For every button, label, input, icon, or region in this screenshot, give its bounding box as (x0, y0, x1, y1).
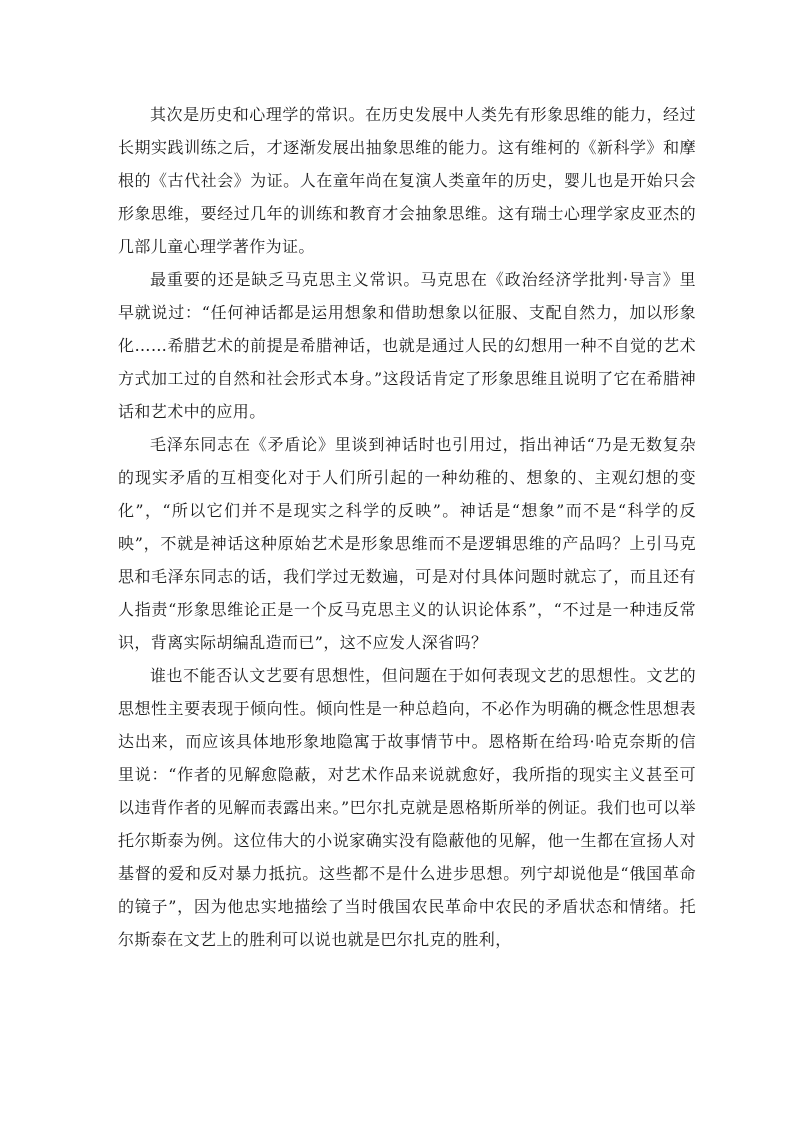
paragraph-history-psychology: 其次是历史和心理学的常识。在历史发展中人类先有形象思维的能力，经过长期实践训练之后，才逐渐发展出抽象思维的能力。这有维柯的《新科学》和摩根的《古代社会》为证。人在童年尚在复演人类童年的历史，婴儿也是开始只会形象思维，要经过几年的训练和教育才会抽象思维。这有瑞士心理学家皮亚杰的几部儿童心理学著作为证。 (118, 105, 696, 256)
paragraph-marxism: 最重要的还是缺乏马克思主义常识。马克思在《政治经济学批判·导言》里早就说过：“任何神话都是运用想象和借助想象以征服、支配自然力，加以形象化……希腊艺术的前提是希腊神话，也就是通过人民的幻想用一种不自觉的艺术方式加工过的自然和社会形式本身。”这段话肯定了形象思维且说明了它在希腊神话和艺术中的应用。 (118, 270, 696, 421)
paragraph-mao-myth: 毛泽东同志在《矛盾论》里谈到神话时也引用过，指出神话“乃是无数复杂的现实矛盾的互相变化对于人们所引起的一种幼稚的、想象的、主观幻想的变化”，“所以它们并不是现实之科学的反映”。神话是“想象”而不是“科学的反映”，不就是神话这种原始艺术是形象思维而不是逻辑思维的产品吗？上引马克思和毛泽东同志的话，我们学过无数遍，可是对付具体问题时就忘了，而且还有人指责“形象思维论正是一个反马克思主义的认识论体系”，“不过是一种违反常识，背离实际胡编乱造而已”，这不应发人深省吗？ (118, 435, 696, 652)
document-body (118, 98, 696, 956)
paragraph-ideology-tendency: 谁也不能否认文艺要有思想性，但问题在于如何表现文艺的思想性。文艺的思想性主要表现于倾向性。倾向性是一种总趋向，不必作为明确的概念性思想表达出来，而应该具体地形象地隐寓于故事情节中。恩格斯在给玛·哈克奈斯的信里说：“作者的见解愈隐蔽，对艺术作品来说就愈好，我所指的现实主义甚至可以违背作者的见解而表露出来。”巴尔扎克就是恩格斯所举的例证。我们也可以举托尔斯泰为例。这位伟大的小说家确实没有隐蔽他的见解，他一生都在宣扬人对基督的爱和反对暴力抵抗。这些都不是什么进步思想。列宁却说他是“俄国革命的镜子”，因为他忠实地描绘了当时俄国农民革命中农民的矛盾状态和情绪。托尔斯泰在文艺上的胜利可以说也就是巴尔扎克的胜利， (118, 666, 696, 949)
